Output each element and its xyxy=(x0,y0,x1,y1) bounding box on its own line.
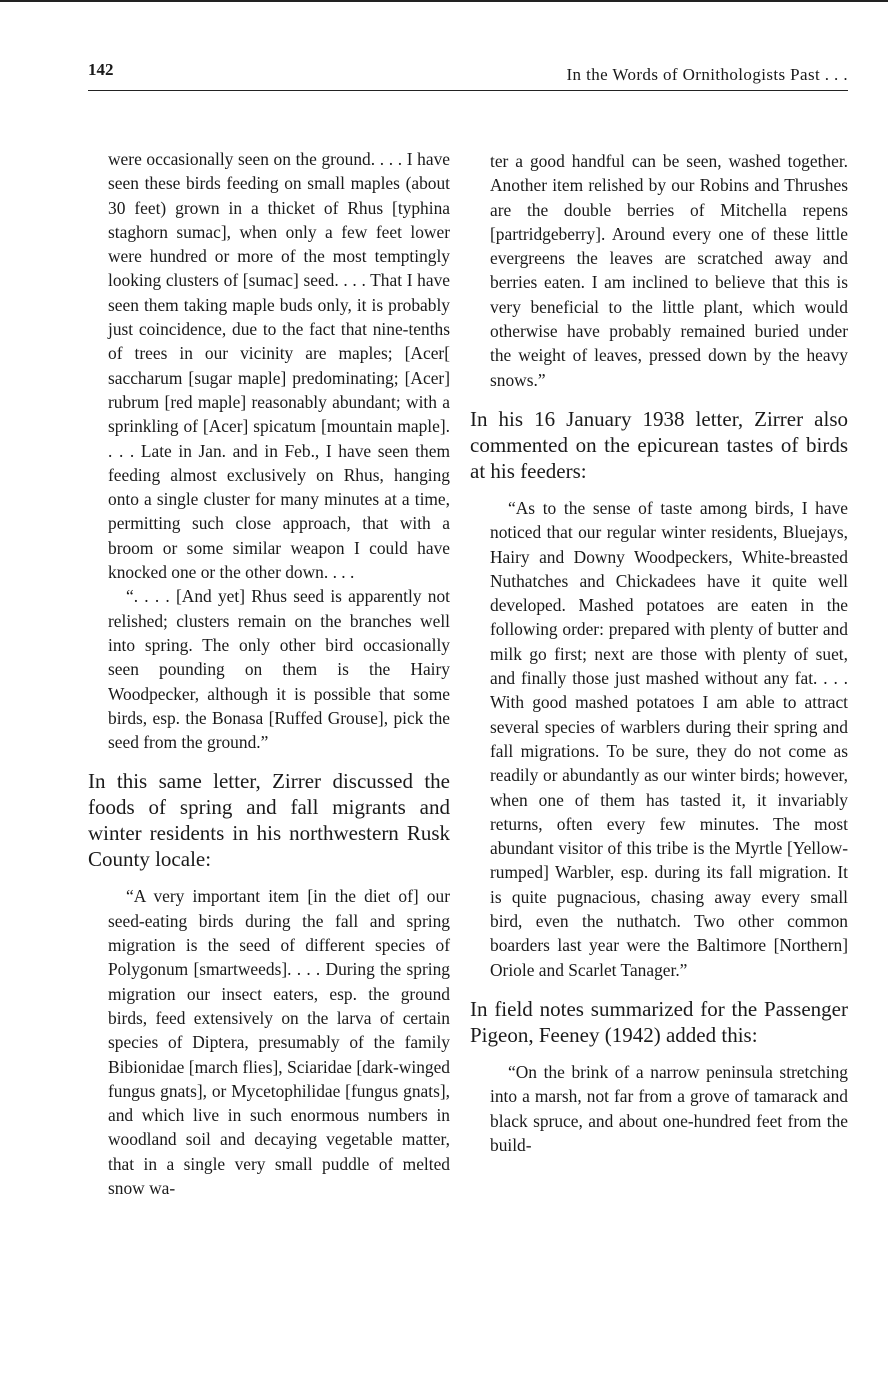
running-head: In the Words of Ornithologists Past . . . xyxy=(566,65,848,84)
quote-paragraph: were occasionally seen on the ground. . . . I have seen these birds feeding on small maples (about 30 feet) grown in a thicket of Rhus [typhina staghorn sumac], when only a few feet lower were hundred or more of the most temptingly looking clusters of [sumac] seed. . . . That I have seen them taking maple buds only, it is probably just coincidence, due to the fact that nine-tenths of trees in our vicinity are maples; [Acer[ saccharum [sugar maple] predominating; [Acer] rubrum [red maple] reasonably abundant; with a sprinkling of [Acer] spicatum [mountain maple]. . . . Late in Jan. and in Feb., I have seen them feeding almost exclusively on Rhus, hanging onto a single cluster for many minutes at a time, permitting such close approach, that with a broom or some similar weapon I could have knocked one or the other down. . . . xyxy=(108,149,450,583)
top-rule xyxy=(0,0,888,2)
left-column xyxy=(88,147,450,1200)
narrative-paragraph: In field notes summarized for the Passenger Pigeon, Feeney (1942) added this: xyxy=(470,996,848,1047)
narrative-paragraph: In this same letter, Zirrer discussed the foods of spring and fall migrants and winter residents in his northwestern Rusk County locale: xyxy=(88,769,450,872)
quote-paragraph: “. . . . [And yet] Rhus seed is apparently not relished; clusters remain on the branches well into spring. The only other bird occasionally seen pounding on them is the Hairy Woodpecker, although it is possible that some birds, esp. the Bonasa [Ruffed Grouse], pick the seed from the ground.” xyxy=(108,586,450,753)
quote-paragraph: “As to the sense of taste among birds, I have noticed that our regular winter residents, Bluejays, Hairy and Downy Woodpeckers, White-breasted Nuthatches and Chickadees have it quite well developed. Mashed potatoes are eaten in the following order: prepared with plenty of butter and milk go first; next are those with plenty of suet, and finally those just mashed without any fat. . . . With good mashed potatoes I am able to attract several species of warblers during their spring and fall migrations. To be sure, they do not come as readily or abundantly as our winter birds; however, when one of them has tasted it, it invariably returns, often every few minutes. The most abundant visitor of this tribe is the Myrtle [Yellow-rumped] Warbler, esp. during its fall migration. It is quite pugnacious, chasing away every small bird, even the nuthatch. Two other common boarders last year were the Baltimore [Northern] Oriole and Scarlet Tanager.” xyxy=(490,497,848,980)
quote-paragraph: “A very important item [in the diet of] our seed-eating birds during the fall and spring migration is the seed of different species of Polygonum [smartweeds]. . . . During the spring migration our insect eaters, esp. the ground birds, feed extensively on the larva of certain species of Diptera, presumably of the family Bibionidae [march flies], Sciaridae [dark-winged fungus gnats], or Mycetophilidae [fungus gnats], and which live in such enormous numbers in woodland soil and decaying vegetable matter, that in a single very small puddle of melted snow wa- xyxy=(108,886,450,1198)
right-column xyxy=(470,149,848,1157)
page-header xyxy=(88,60,848,91)
quote-paragraph: ter a good handful can be seen, washed together. Another item relished by our Robins and Thrushes are the double berries of Mitchella repens [partridgeberry]. Around every one of these little evergreens the leaves are scratched away and berries eaten. I am inclined to believe that this is very beneficial to the little plant, which would otherwise have probably remained buried under the weight of leaves, pressed down by the heavy snows.” xyxy=(490,151,848,390)
page-number: 142 xyxy=(88,60,114,79)
narrative-paragraph: In his 16 January 1938 letter, Zirrer also commented on the epicurean tastes of birds at his feeders: xyxy=(470,406,848,483)
quote-paragraph: “On the brink of a narrow peninsula stretching into a marsh, not far from a grove of tamarack and black spruce, and about one-hundred feet from the build- xyxy=(490,1061,848,1155)
